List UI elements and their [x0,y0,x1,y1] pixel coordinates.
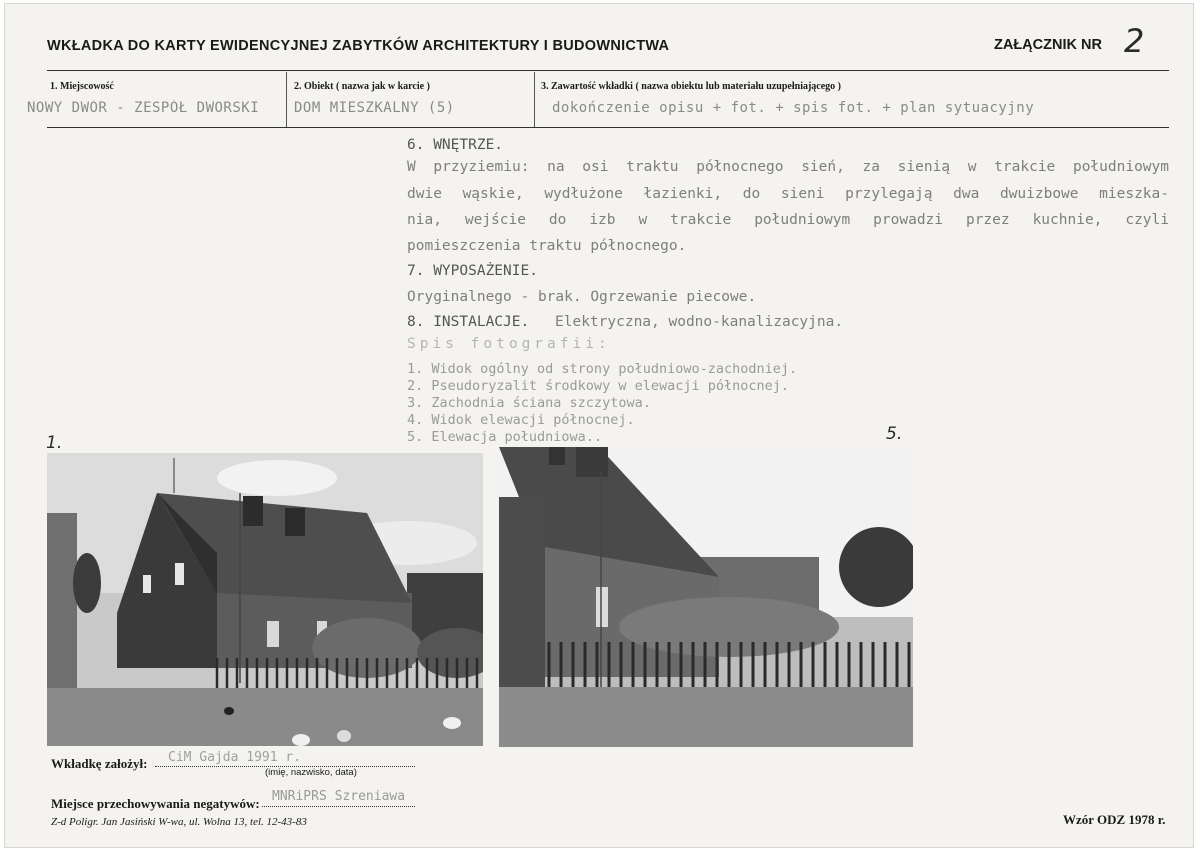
created-by-value: CiM Gajda 1991 r. [168,750,302,765]
photo-5-number: 5. [886,424,903,444]
annex-number: 2 [1124,22,1145,60]
photo-list-item: 1. Widok ogólny od strony południowo-zachodniej. [407,361,798,377]
photo-5-house-south [499,447,913,747]
section-interior-heading: 6. WNĘTRZE. [407,137,504,153]
content-value: dokończenie opisu + fot. + spis fot. + plan sytuacyjny [552,100,1035,116]
photo-list-heading: Spis fotografii: [407,336,611,352]
photo-1-house-southwest [47,453,483,746]
object-value: DOM MIESZKALNY (5) [294,100,455,116]
printer-imprint: Z-d Poligr. Jan Jasiński W-wa, ul. Wolna 13, tel. 12-43-83 [51,816,307,828]
negatives-location-value: MNRiPRS Szreniawa [272,789,406,804]
form-reference: Wzór ODZ 1978 r. [1063,812,1166,827]
section-installations-heading: 8. INSTALACJE. [407,314,530,330]
photo-list-item: 4. Widok elewacji północnej. [407,412,635,428]
negatives-location-label: Miejsce przechowywania negatywów: [51,796,260,811]
created-by-label: Wkładkę założył: [51,756,148,771]
object-label: 2. Obiekt ( nazwa jak w karcie ) [294,81,430,92]
section-interior-line: pomieszczenia traktu północnego. [407,238,687,254]
column-divider-2 [534,72,535,128]
section-interior-line: W przyziemiu: na osi traktu północnego sień, za sienią w trakcie południowym [407,159,1169,175]
locality-label: 1. Miejscowość [50,81,114,92]
photo-1-number: 1. [46,433,63,453]
negatives-location-dotline [262,806,415,807]
content-label: 3. Zawartość wkładki ( nazwa obiektu lub materiału uzupełniającego ) [541,81,842,92]
header-rule-top [47,70,1169,71]
annex-label: ZAŁĄCZNIK NR [994,37,1102,53]
locality-value: NOWY DWÓR - ZESPÓŁ DWORSKI [27,100,260,116]
created-by-hint: (imię, nazwisko, data) [265,767,357,778]
photo-list [407,361,797,446]
document-title: WKŁADKA DO KARTY EWIDENCYJNEJ ZABYTKÓW ARCHITEKTURY I BUDOWNICTWA [47,38,670,54]
photo-list-item: 3. Zachodnia ściana szczytowa. [407,395,651,411]
photo-list-item: 2. Pseudoryzalit środkowy w elewacji północnej. [407,378,790,394]
header-rule-bottom [47,127,1169,128]
section-interior-line: nia, wejście do izb w trakcie południowym prowadzi przez kuchnie, czyli [407,212,1169,228]
column-divider-1 [286,72,287,128]
section-interior-line: dwie wąskie, wydłużone łazienki, do sieni przylegają dwa dwuizbowe mieszka- [407,186,1169,202]
section-equipment-text: Oryginalnego - brak. Ogrzewanie piecowe. [407,289,757,305]
section-equipment-heading: 7. WYPOSAŻENIE. [407,263,538,279]
section-installations-text: Elektryczna, wodno-kanalizacyjna. [555,314,844,330]
photo-list-item: 5. Elewacja południowa.. [407,429,603,445]
